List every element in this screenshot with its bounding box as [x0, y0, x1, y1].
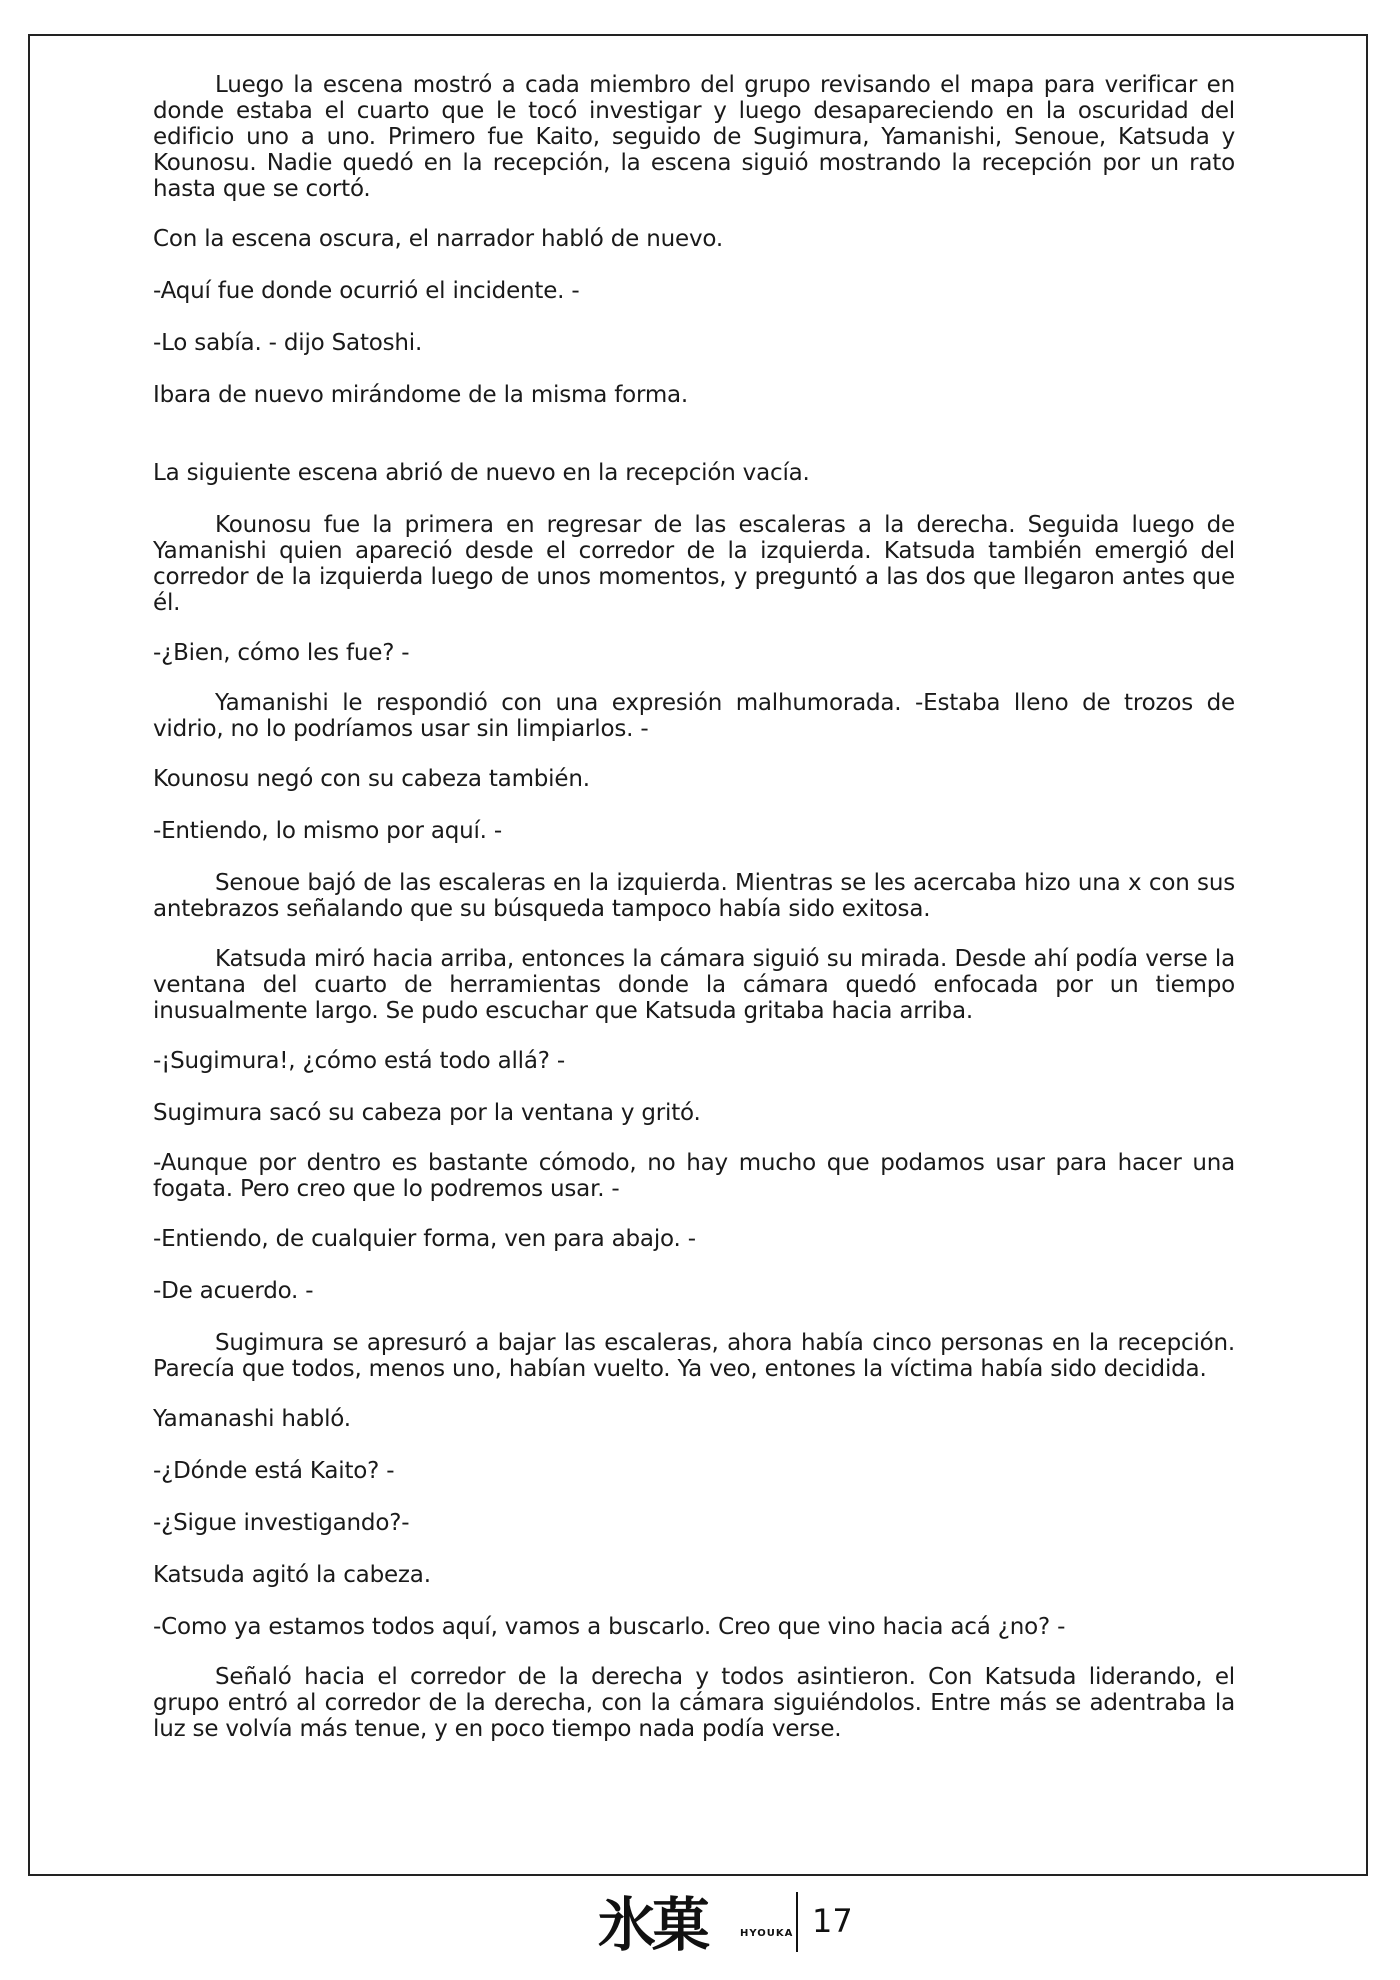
paragraph-17: -Entiendo, de cualquier forma, ven para abajo. - [153, 1226, 696, 1252]
hyouka-logo: 氷菓 [598, 1891, 707, 1959]
footer-divider [796, 1892, 798, 1952]
paragraph-1: Luego la escena mostró a cada miembro del grupo revisando el mapa para verificar en donde estaba el cuarto que le tocó investigar y luego desapareciendo en la oscuridad del edificio uno a uno. Primero fue Kaito, seguido de Sugimura, Yamanishi, Senoue, Katsuda y Kounosu. Nadie quedó en la recepción, la escena siguió mostrando la recepción por un rato hasta que se cortó. [153, 72, 1235, 202]
page-footer [0, 1888, 1400, 1968]
paragraph-15: Sugimura sacó su cabeza por la ventana y gritó. [153, 1100, 701, 1126]
paragraph-4: -Lo sabía. - dijo Satoshi. [153, 330, 423, 356]
paragraph-10: Kounosu negó con su cabeza también. [153, 766, 590, 792]
paragraph-24: -Como ya estamos todos aquí, vamos a buscarlo. Creo que vino hacia acá ¿no? - [153, 1614, 1066, 1640]
paragraph-8: -¿Bien, cómo les fue? - [153, 640, 410, 666]
paragraph-6: La siguiente escena abrió de nuevo en la recepción vacía. [153, 460, 810, 486]
paragraph-23: Katsuda agitó la cabeza. [153, 1562, 431, 1588]
paragraph-16: -Aunque por dentro es bastante cómodo, no hay mucho que podamos usar para hacer una fogata. Pero creo que lo podremos usar. - [153, 1150, 1235, 1202]
paragraph-20: Yamanashi habló. [153, 1406, 351, 1432]
paragraph-3: -Aquí fue donde ocurrió el incidente. - [153, 278, 580, 304]
hyouka-logo-latin: HYOUKA [740, 1928, 794, 1939]
paragraph-2: Con la escena oscura, el narrador habló de nuevo. [153, 226, 723, 252]
paragraph-12: Senoue bajó de las escaleras en la izquierda. Mientras se les acercaba hizo una x con sus antebrazos señalando que su búsqueda tampoco había sido exitosa. [153, 870, 1235, 922]
paragraph-21: -¿Dónde está Kaito? - [153, 1458, 395, 1484]
paragraph-18: -De acuerdo. - [153, 1278, 314, 1304]
paragraph-11: -Entiendo, lo mismo por aquí. - [153, 818, 502, 844]
paragraph-14: -¡Sugimura!, ¿cómo está todo allá? - [153, 1048, 565, 1074]
paragraph-7: Kounosu fue la primera en regresar de las escaleras a la derecha. Seguida luego de Yamanishi quien apareció desde el corredor de la izquierda. Katsuda también emergió del corredor de la izquierda luego de unos momentos, y preguntó a las dos que llegaron antes que él. [153, 512, 1235, 616]
paragraph-22: -¿Sigue investigando?- [153, 1510, 410, 1536]
paragraph-25: Señaló hacia el corredor de la derecha y todos asintieron. Con Katsuda liderando, el grupo entró al corredor de la derecha, con la cámara siguiéndolos. Entre más se adentraba la luz se volvía más tenue, y en poco tiempo nada podía verse. [153, 1664, 1235, 1742]
paragraph-19: Sugimura se apresuró a bajar las escaleras, ahora había cinco personas en la recepción. Parecía que todos, menos uno, habían vuelto. Ya veo, entones la víctima había sido decidida. [153, 1330, 1235, 1382]
page-number: 17 [812, 1902, 853, 1940]
paragraph-9: Yamanishi le respondió con una expresión malhumorada. -Estaba lleno de trozos de vidrio, no lo podríamos usar sin limpiarlos. - [153, 690, 1235, 742]
paragraph-5: Ibara de nuevo mirándome de la misma forma. [153, 382, 689, 408]
paragraph-13: Katsuda miró hacia arriba, entonces la cámara siguió su mirada. Desde ahí podía verse la ventana del cuarto de herramientas donde la cámara quedó enfocada por un tiempo inusualmente largo. Se pudo escuchar que Katsuda gritaba hacia arriba. [153, 946, 1235, 1024]
document-body [153, 72, 1235, 1742]
